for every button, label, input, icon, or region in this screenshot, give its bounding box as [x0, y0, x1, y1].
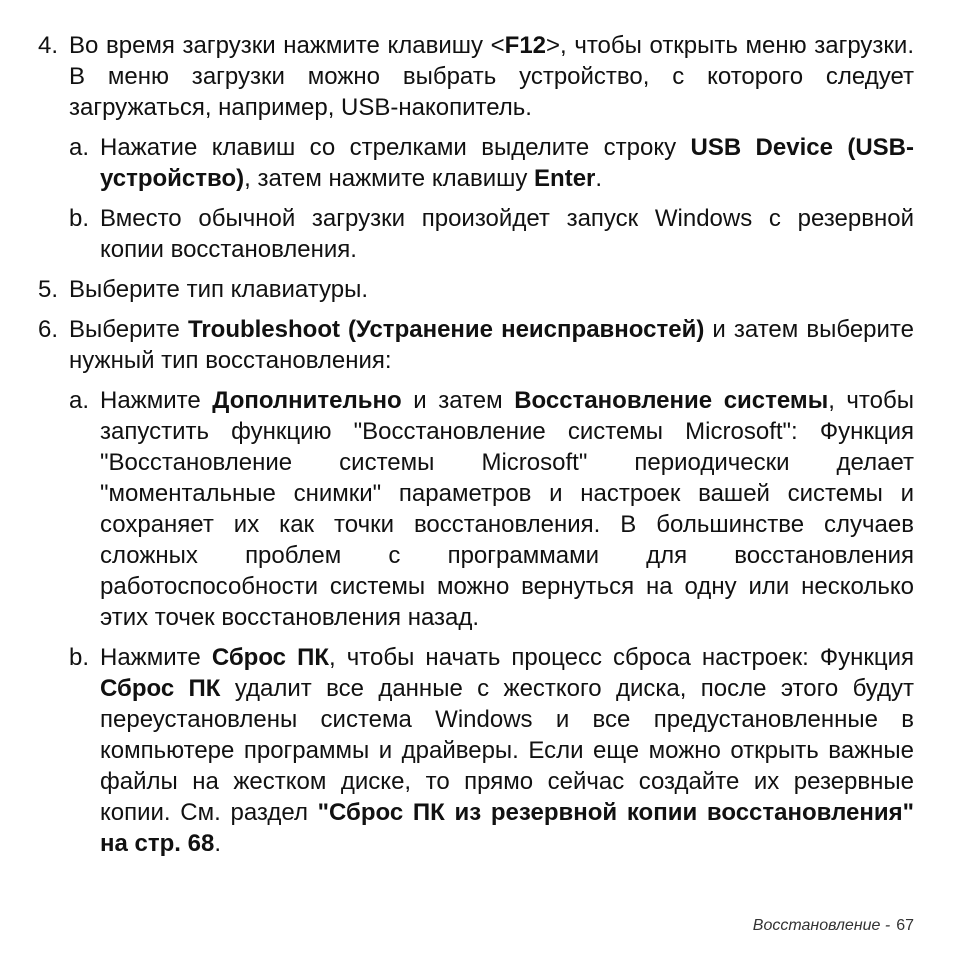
text-run: и затем выберите нужный тип восстановления: — [69, 316, 914, 374]
page-number: 67 — [896, 917, 914, 934]
list-item-text — [100, 642, 914, 859]
text-run: Выберите — [69, 316, 188, 343]
list-item-text — [100, 132, 914, 194]
bold-reset-pc: Сброс ПК — [211, 644, 329, 671]
text-run: удалит все данные с жесткого диска, после этого будут переустановлены система Windows и все предустановленные в компьютере программы и драйверы. Если еще можно открыть важные файлы на жестком диске, то прямо сейчас создайте их резервные копии. См. раздел — [100, 675, 914, 826]
bold-advanced: Дополнительно — [212, 387, 402, 414]
text-run: Во время загрузки нажмите клавишу < — [69, 32, 505, 59]
text-run: Нажмите — [100, 387, 213, 414]
list-marker: 4. — [38, 32, 59, 59]
list-marker: b. — [69, 644, 90, 671]
list-item-step-4 — [38, 30, 914, 123]
list-item-text — [69, 314, 914, 376]
list-item-step-4b — [69, 203, 914, 265]
document-page — [0, 30, 954, 859]
list-marker: a. — [69, 134, 90, 161]
list-marker: 6. — [38, 316, 59, 343]
list-item-text — [100, 385, 914, 633]
text-run: Нажатие клавиш со стрелками выделите строку — [100, 134, 691, 161]
text-run: , чтобы запустить функцию "Восстановление системы Microsoft": Функция "Восстановление системы Microsoft" периодически делает "моментальные снимки" параметров и настроек вашей системы и сохраняет их как точки восстановления. В большинстве случаев сложных проблем с программами для восстановления работоспособности системы можно вернуться на одну или несколько этих точек восстановления назад. — [100, 387, 914, 631]
text-run: и затем — [401, 387, 515, 414]
text-run: , затем нажмите клавишу — [244, 165, 535, 192]
text-run: Вместо обычной загрузки произойдет запуск Windows с резервной копии восстановления. — [100, 205, 914, 263]
text-run: Нажмите — [100, 644, 212, 671]
cross-reference-link[interactable]: "Сброс ПК из резервной копии восстановления" на стр. 68 — [100, 799, 914, 857]
bold-system-restore: Восстановление системы — [514, 387, 829, 414]
list-item-step-6a — [69, 385, 914, 633]
bold-usb-device: USB Device (USB-устройство) — [100, 134, 914, 192]
list-item-step-6b — [69, 642, 914, 859]
page-footer — [753, 917, 914, 935]
text-run: Выберите тип клавиатуры. — [69, 276, 368, 303]
bold-troubleshoot: Troubleshoot (Устранение неисправностей) — [187, 316, 705, 343]
list-item-text — [69, 30, 914, 123]
footer-section-title: Восстановление - — [752, 917, 891, 934]
bold-reset-pc: Сброс ПК — [100, 675, 221, 702]
list-marker: a. — [69, 387, 90, 414]
text-run: . — [595, 165, 603, 192]
text-run: , чтобы начать процесс сброса настроек: Функция — [329, 644, 914, 671]
text-run: >, чтобы открыть меню загрузки. В меню загрузки можно выбрать устройство, с которого следует загружаться, например, USB-накопитель. — [69, 32, 914, 121]
bold-enter: Enter — [534, 165, 596, 192]
list-marker: b. — [69, 205, 90, 232]
bold-key-f12: F12 — [504, 32, 547, 59]
list-marker: 5. — [38, 276, 59, 303]
list-item-step-5 — [38, 274, 914, 305]
list-item-step-4a — [69, 132, 914, 194]
list-item-text — [69, 274, 914, 305]
list-item-step-6 — [38, 314, 914, 376]
text-run: . — [214, 830, 221, 857]
list-item-text — [100, 203, 914, 265]
